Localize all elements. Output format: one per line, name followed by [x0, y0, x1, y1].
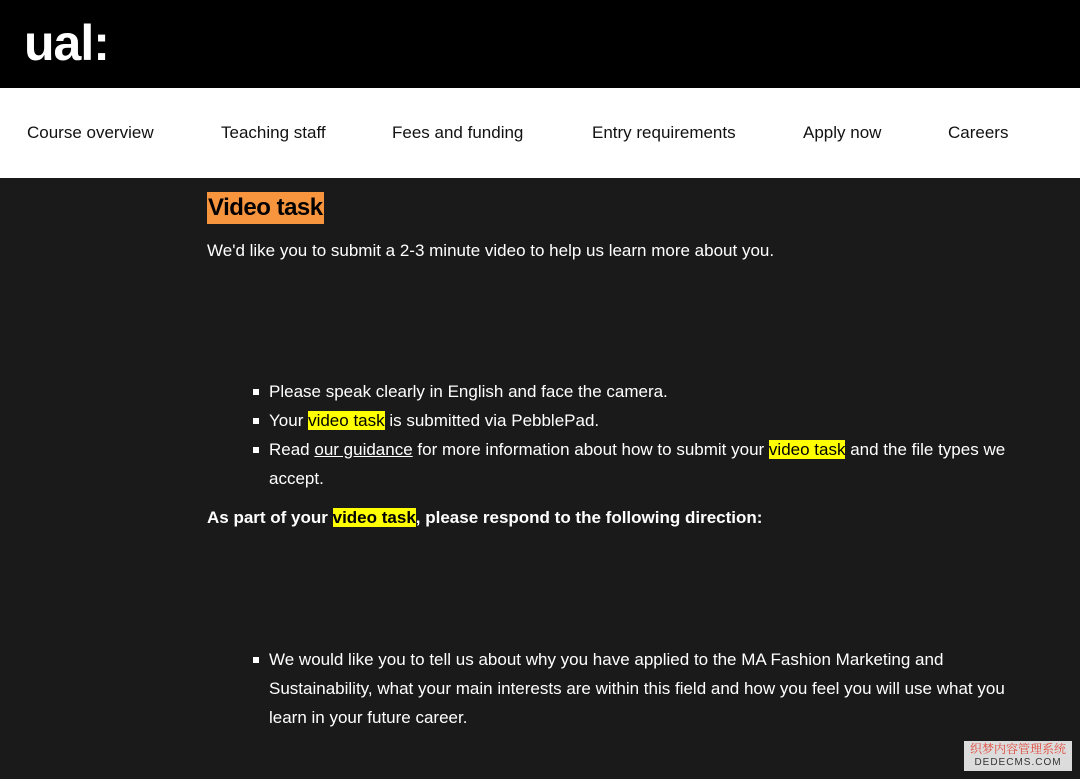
- keyword-highlight: video task: [308, 411, 385, 430]
- bullet-icon: [253, 389, 259, 395]
- direction-list: [269, 645, 1029, 732]
- watermark-line-2: DEDECMS.COM: [974, 757, 1062, 768]
- bullet-icon: [253, 418, 259, 424]
- main-content: [0, 178, 1080, 779]
- site-header: [0, 0, 1080, 88]
- nav-careers[interactable]: Careers: [948, 123, 1009, 142]
- list-item: [269, 435, 1029, 493]
- list-item-text-mid: for more information about how to submit your: [412, 440, 769, 459]
- direction-post: , please respond to the following direction:: [415, 508, 763, 527]
- list-item-text: We would like you to tell us about why you have applied to the MA Fashion Marketing and Sustainability, what your main interests are within this field and how you feel you will use what you learn in your future career.: [269, 650, 1005, 727]
- course-nav: [0, 88, 1080, 178]
- list-item: [269, 406, 1029, 435]
- direction-pre: As part of your: [207, 508, 333, 527]
- list-item-text-post: and the file types we accept.: [269, 440, 1006, 488]
- list-item-text-pre: Your: [269, 411, 309, 430]
- nav-teaching-staff[interactable]: Teaching staff: [221, 123, 326, 142]
- our-guidance-link[interactable]: our guidance: [314, 440, 413, 459]
- keyword-highlight: video task: [332, 508, 416, 527]
- nav-entry-requirements[interactable]: Entry requirements: [592, 123, 736, 142]
- nav-course-overview[interactable]: Course overview: [27, 123, 154, 142]
- watermark-line-1: 织梦内容管理系统: [969, 742, 1066, 756]
- nav-apply-now[interactable]: Apply now: [803, 123, 882, 142]
- instructions-list: [269, 377, 1029, 493]
- list-item-text-post: is submitted via PebblePad.: [384, 411, 600, 430]
- bullet-icon: [253, 447, 259, 453]
- intro-text: We'd like you to submit a 2-3 minute video to help us learn more about you.: [207, 241, 775, 260]
- bullet-icon: [253, 657, 259, 663]
- list-item-text: Please speak clearly in English and face the camera.: [269, 382, 668, 401]
- direction-text: [207, 505, 762, 531]
- list-item: [269, 377, 1029, 406]
- ual-logo[interactable]: ual:: [24, 15, 109, 71]
- watermark: [964, 741, 1072, 771]
- page-heading: Video task: [207, 192, 324, 224]
- keyword-highlight: video task: [768, 440, 846, 459]
- list-item-text-pre: Read: [269, 440, 315, 459]
- list-item: [269, 645, 1029, 732]
- nav-fees-and-funding[interactable]: Fees and funding: [392, 123, 524, 142]
